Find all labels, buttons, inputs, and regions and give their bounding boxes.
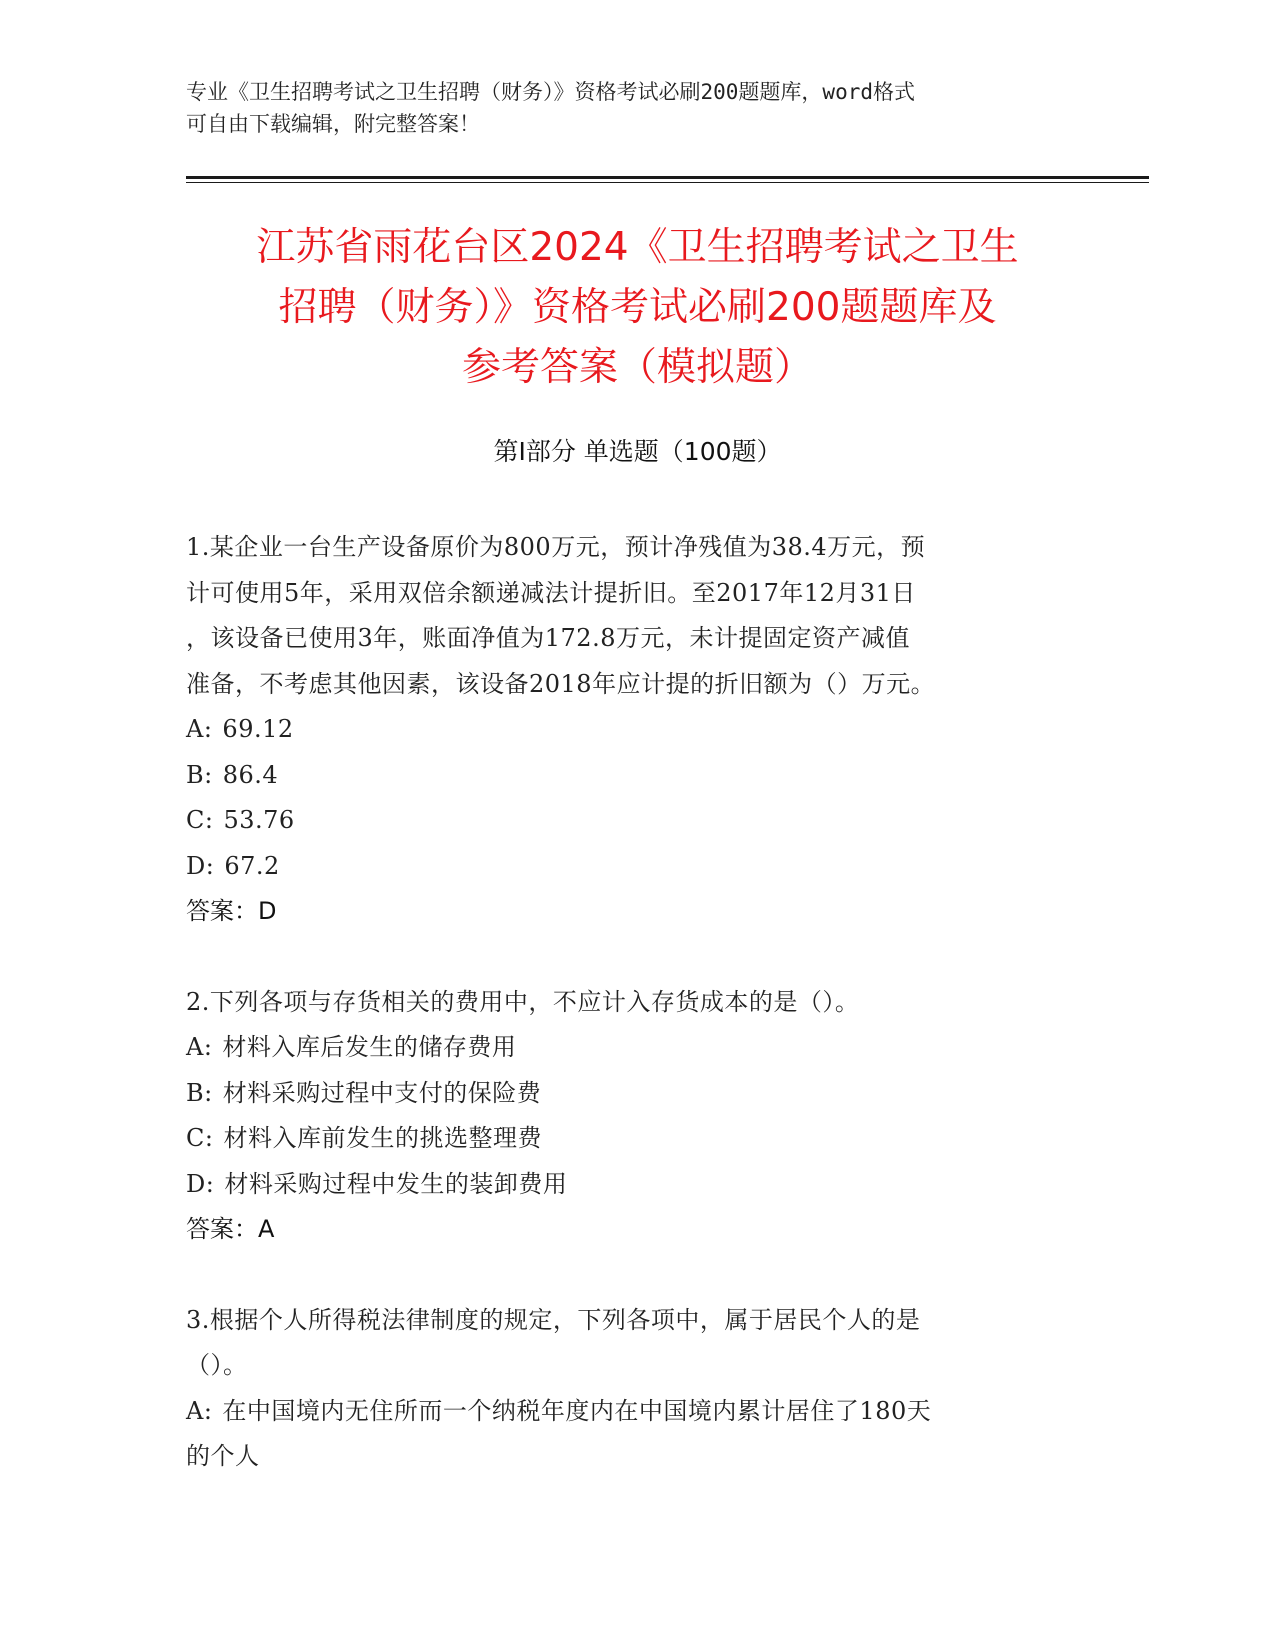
option-text: 69.12 (222, 715, 294, 743)
option-c (186, 798, 1086, 844)
option-label: A: (186, 1033, 213, 1061)
option-b (186, 753, 1086, 799)
header-divider-thin (186, 182, 1149, 183)
option-d (186, 1162, 1086, 1208)
option-text: 材料采购过程中发生的装卸费用 (224, 1169, 568, 1198)
header-line: 专业《卫生招聘考试之卫生招聘（财务）》资格考试必刷200题题库，word格式 (186, 80, 915, 104)
option-label: C: (186, 806, 214, 834)
title-line: 招聘（财务）》资格考试必刷200题题库及 (278, 285, 997, 330)
header-divider-thick (186, 176, 1149, 179)
option-text: 53.76 (223, 806, 295, 834)
option-d (186, 844, 1086, 890)
question-3 (186, 1298, 1086, 1480)
option-a (186, 1025, 1086, 1071)
option-a (186, 707, 1086, 753)
header-line: 可自由下载编辑，附完整答案！ (186, 112, 480, 136)
title-line: 江苏省雨花台区2024《卫生招聘考试之卫生 (256, 225, 1019, 270)
question-text-line: 3.根据个人所得税法律制度的规定，下列各项中，属于居民个人的是 (186, 1305, 921, 1334)
question-1 (186, 525, 1086, 935)
question-2 (186, 980, 1086, 1253)
option-text: 86.4 (222, 760, 279, 789)
section-title: 第Ⅰ部分 单选题（100题） (493, 437, 782, 466)
question-text-line: 2.下列各项与存货相关的费用中，不应计入存货成本的是（）。 (186, 987, 860, 1016)
option-label: D: (186, 1169, 215, 1198)
question-text-line: 计可使用5年，采用双倍余额递减法计提折旧。至2017年12月31日 (186, 578, 916, 607)
answer-line: 答案：D (186, 897, 277, 925)
option-label: B: (186, 1078, 213, 1107)
option-label: D: (186, 851, 215, 880)
option-label: C: (186, 1124, 214, 1152)
question-list (186, 525, 1086, 1525)
option-b (186, 1071, 1086, 1117)
answer-line: 答案：A (186, 1215, 275, 1243)
option-label: B: (186, 760, 213, 789)
option-text: 材料采购过程中支付的保险费 (222, 1078, 542, 1107)
page-header (186, 76, 1066, 140)
question-text-line: 准备，不考虑其他因素，该设备2018年应计提的折旧额为（）万元。 (186, 669, 936, 698)
option-label: A: (186, 715, 213, 743)
document-title (160, 218, 1115, 398)
option-text: 材料入库前发生的挑选整理费 (223, 1124, 542, 1152)
option-label: A: (186, 1396, 213, 1425)
option-text: 材料入库后发生的储存费用 (222, 1033, 517, 1061)
question-text-line: ，该设备已使用3年，账面净值为172.8万元，未计提固定资产减值 (186, 624, 910, 652)
option-text-continuation: 的个人 (186, 1442, 260, 1470)
question-text-line: 1.某企业一台生产设备原价为800万元，预计净残值为38.4万元，预 (186, 533, 926, 561)
option-c (186, 1116, 1086, 1162)
question-text-line: （）。 (186, 1351, 248, 1379)
option-a (186, 1389, 1086, 1435)
option-text: 67.2 (224, 851, 280, 880)
option-text: 在中国境内无住所而一个纳税年度内在中国境内累计居住了180天 (222, 1396, 932, 1425)
title-line: 参考答案（模拟题） (461, 345, 813, 390)
